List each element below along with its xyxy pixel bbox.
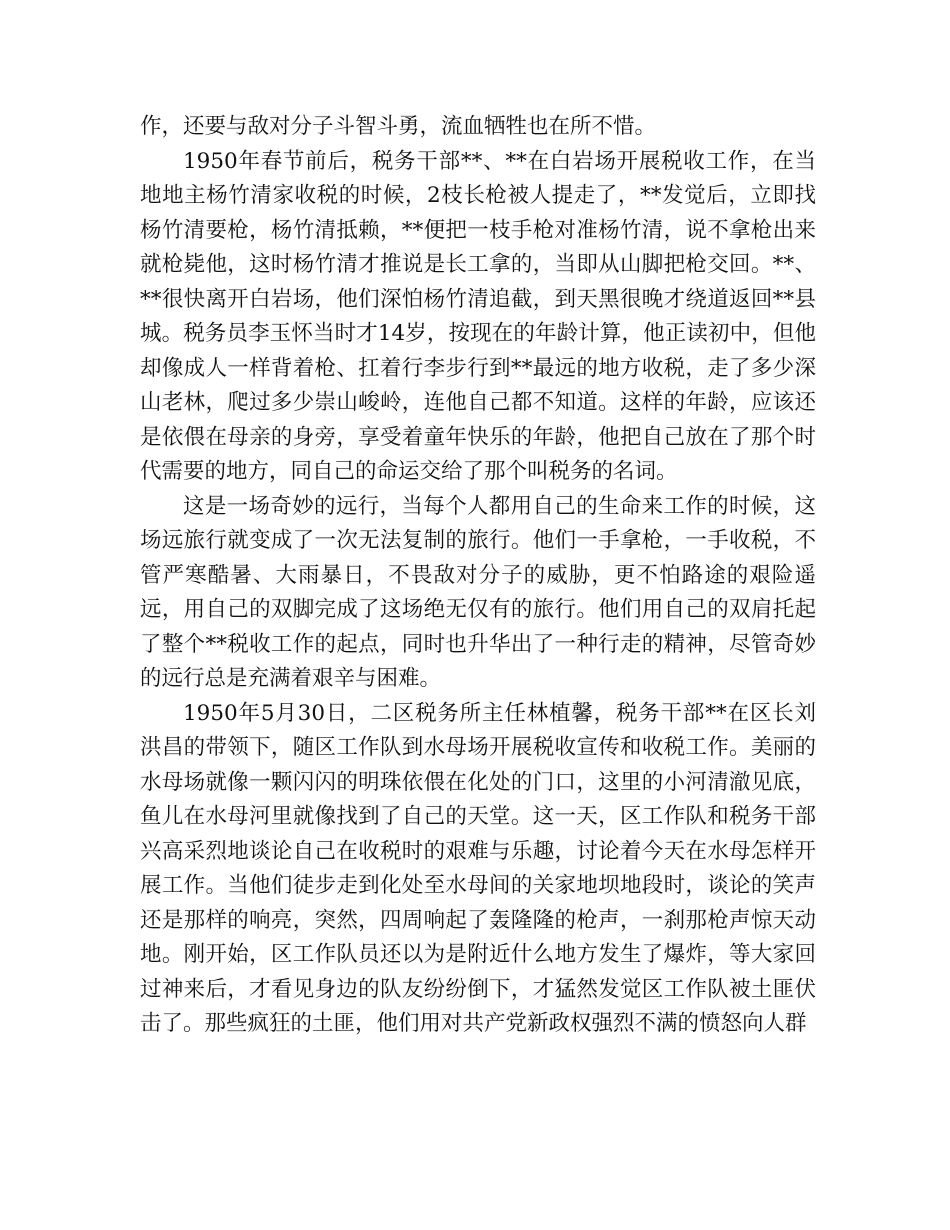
paragraph-spring-festival: 1950年春节前后，税务干部**、**在白岩场开展税收工作，在当地地主杨竹清家收税的时候，2枝长枪被人提走了，**发觉后，立即找杨竹清要枪，杨竹清抵赖，**便把一枝手枪对准杨竹清，说不拿枪出来就枪毙他，这时杨竹清才推说是长工拿的，当即从山脚把枪交回。**、**很快离开白岩场，他们深怕杨竹清追截，到天黑很晚才绕道返回**县城。税务员李玉怀当时才14岁，按现在的年龄计算，他正读初中，但他却像成人一样背着枪、扛着行李步行到**最远的地方收税，走了多少深山老林，爬过多少崇山峻岭，连他自己都不知道。这样的年龄，应该还是依偎在母亲的身旁，享受着童年快乐的年龄，他把自己放在了那个时代需要的地方，同自己的命运交给了那个叫税务的名词。: [140, 148, 816, 484]
paragraph-journey: 这是一场奇妙的远行，当每个人都用自己的生命来工作的时候，这场远旅行就变成了一次无法复制的旅行。他们一手拿枪，一手收税，不管严寒酷暑、大雨暴日，不畏敌对分子的威胁，更不怕路途的艰险遥远，用自己的双脚完成了这场绝无仅有的旅行。他们用自己的双肩托起了整个**税收工作的起点，同时也升华出了一种行走的精神，尽管奇妙的远行总是充满着艰辛与困难。: [140, 493, 816, 691]
paragraph-ambush: 1950年5月30日，二区税务所主任林植馨，税务干部**在区长刘洪昌的带领下，随区工作队到水母场开展税收宣传和收税工作。美丽的水母场就像一颗闪闪的明珠依偎在化处的门口，这里的小河清澈见底，鱼儿在水母河里就像找到了自己的天堂。这一天，区工作队和税务干部兴高采烈地谈论自己在收税时的艰难与乐趣，讨论着今天在水母怎样开展工作。当他们徒步走到化处至水母间的关家地坝地段时，谈论的笑声还是那样的响亮，突然，四周响起了轰隆隆的枪声，一刹那枪声惊天动地。刚开始，区工作队员还以为是附近什么地方发生了爆炸，等大家回过神来后，才看见身边的队友纷纷倒下，才猛然发觉区工作队被土匪伏击了。那些疯狂的土匪，他们用对共产党新政权强烈不满的愤怒向人群: [140, 700, 816, 1036]
document-body: [140, 110, 816, 1042]
paragraph-continuation: 作，还要与敌对分子斗智斗勇，流血牺牲也在所不惜。: [140, 114, 657, 139]
